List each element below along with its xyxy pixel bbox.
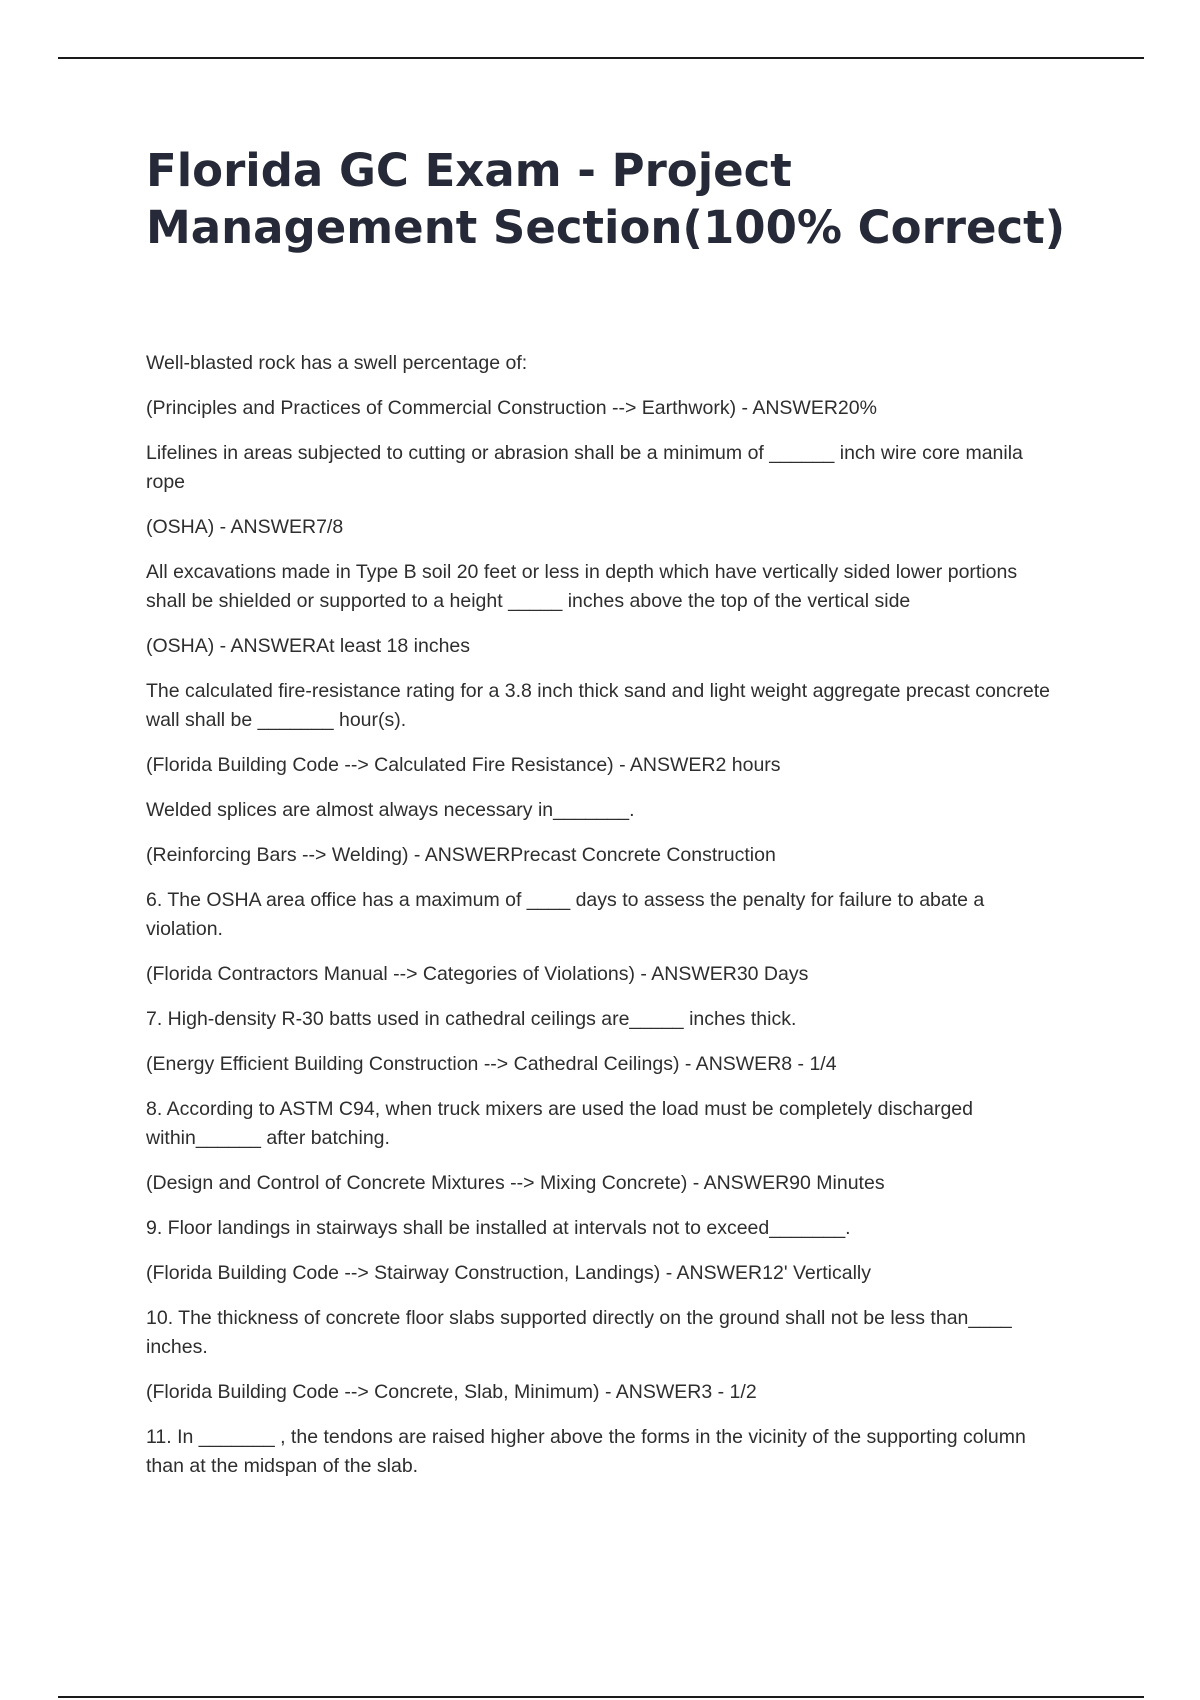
- answer-6: (Florida Contractors Manual --> Categories of Violations) - ANSWER30 Days: [146, 963, 809, 985]
- document-title: Florida GC Exam - Project Management Section(100% Correct): [146, 144, 1066, 254]
- top-divider: [58, 57, 1144, 59]
- answer-9: (Florida Building Code --> Stairway Construction, Landings) - ANSWER12' Vertically: [146, 1262, 871, 1284]
- answer-2: (OSHA) - ANSWER7/8: [146, 516, 344, 538]
- question-2: Lifelines in areas subjected to cutting or abrasion shall be a minimum of ______ inch wire core manila rope: [146, 442, 1023, 493]
- question-1: Well-blasted rock has a swell percentage of:: [146, 352, 528, 374]
- question-11: 11. In _______ , the tendons are raised higher above the forms in the vicinity of the supporting column than at the midspan of the slab.: [146, 1426, 1026, 1477]
- answer-7: (Energy Efficient Building Construction --> Cathedral Ceilings) - ANSWER8 - 1/4: [146, 1053, 837, 1075]
- question-4: The calculated fire-resistance rating for a 3.8 inch thick sand and light weight aggregate precast concrete wall shall be _______ hour(s).: [146, 680, 1051, 731]
- answer-4: (Florida Building Code --> Calculated Fire Resistance) - ANSWER2 hours: [146, 754, 781, 776]
- bottom-divider: [58, 1696, 1144, 1698]
- answer-5: (Reinforcing Bars --> Welding) - ANSWERPrecast Concrete Construction: [146, 844, 776, 866]
- question-9: 9. Floor landings in stairways shall be installed at intervals not to exceed_______.: [146, 1217, 851, 1239]
- question-5: Welded splices are almost always necessary in_______.: [146, 799, 635, 821]
- answer-3: (OSHA) - ANSWERAt least 18 inches: [146, 635, 471, 657]
- question-6: 6. The OSHA area office has a maximum of ____ days to assess the penalty for failure to abate a violation.: [146, 889, 985, 940]
- answer-1: (Principles and Practices of Commercial Construction --> Earthwork) - ANSWER20%: [146, 397, 877, 419]
- answer-10: (Florida Building Code --> Concrete, Slab, Minimum) - ANSWER3 - 1/2: [146, 1381, 757, 1403]
- question-8: 8. According to ASTM C94, when truck mixers are used the load must be completely discharged within______ after batching.: [146, 1098, 973, 1149]
- question-3: All excavations made in Type B soil 20 feet or less in depth which have vertically sided lower portions shall be shielded or supported to a height _____ inches above the top of the vertical side: [146, 561, 1018, 612]
- document-body: [146, 349, 1061, 1497]
- question-10: 10. The thickness of concrete floor slabs supported directly on the ground shall not be less than____ inches.: [146, 1307, 1012, 1358]
- answer-8: (Design and Control of Concrete Mixtures --> Mixing Concrete) - ANSWER90 Minutes: [146, 1172, 885, 1194]
- question-7: 7. High-density R-30 batts used in cathedral ceilings are_____ inches thick.: [146, 1008, 797, 1030]
